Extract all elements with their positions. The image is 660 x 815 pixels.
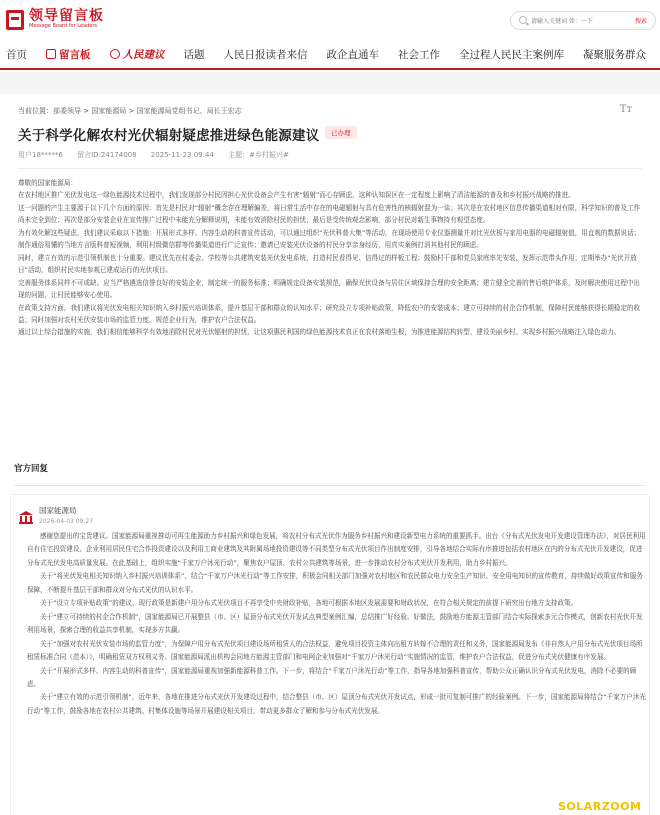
status-badge: 已办理	[325, 126, 357, 139]
logo-mark-icon	[6, 10, 24, 30]
font-size-icon[interactable]: Tт	[619, 104, 632, 115]
message-paragraph: 这一问题的产生主要源于以下几个方面的原因：首先是村民对“辐射”概念存在理解偏差，将日常生活中存在的电磁辐射与具有危害性的核辐射混为一谈；其次是在农村地区信息传播渠道相对有限，科学知识的普及工作尚未完全到位；再次是部分安装企业在宣传推广过程中未能充分解释说明，未能有效消除村民的担忧；最后是受传统观念影响，部分村民对新生事物持有观望态度。	[18, 203, 641, 225]
reply-body	[27, 530, 647, 718]
logo-title: 领导留言板	[29, 8, 104, 24]
reply-paragraph: 关于“将光伏发电相关知识纳入乡村振兴培训体系”，结合“千家万户沐光行动”等工作安排，积极会同相关部门加强对农村地区和农民群众电力安全生产知识、安全用电知识的宣传教育，持续做好政策宣传和服务保障，不断提升基层干部和群众对分布式光伏的认识水平。	[27, 572, 643, 594]
site-header	[0, 0, 660, 38]
nav-item-home[interactable]	[6, 47, 27, 62]
reply-org-name: 国家能源局	[39, 506, 77, 515]
message-title: 关于科学化解农村光伏辐射疑虑推进绿色能源建议	[18, 128, 320, 144]
reply-paragraph: 关于“建立可持续的村企合作机制”，国家能源局已开展整县（市、区）屋顶分布式光伏开发试点典型案例汇编，总结推广好经验、好做法，鼓励地方能源主管部门结合实际探索多元合作模式，创新农村光伏开发利用场景，探索合理的收益共享机制，实现多方共赢。	[27, 612, 643, 635]
search-button[interactable]: 搜索	[634, 18, 647, 25]
reply-paragraph: 关于“设立专项补贴政策”的建议，现行政策是新建户用分布式光伏项目不再享受中央财政补贴，各地可根据本地区发展需要和财政状况，在符合相关规定的前提下研究出台地方支持政策。	[40, 599, 578, 608]
nav-item-label: 政企直通车	[326, 48, 379, 61]
nav-item-democracy-cases[interactable]	[459, 47, 564, 62]
main-nav	[0, 40, 660, 70]
people-suggestions-icon	[110, 49, 120, 59]
message-id: 留言ID:24174008	[77, 151, 137, 159]
message-tag[interactable]: 主题：#乡村振兴#	[228, 151, 289, 159]
logo-text	[29, 9, 104, 30]
reply-paragraph: 关于“开展形式多样、内容生动的科普宣传”，国家能源局重视加强新能源科普工作。下一步，将结合“千家万户沐光行动”等工作，指导各地加强科普宣传，帮助公众正确认识分布式光伏发电，消除不必要的顾虑。	[27, 666, 637, 688]
official-reply-card	[10, 494, 650, 815]
message-paragraph: 完善服务体系同样不可或缺。应当严格遴选信誉良好的安装企业，制定统一的服务标准；明确规定设备安装规范，确保光伏设备与居住区域保持合理的安全距离；建立健全完善的售后维护体系，及时解决使用过程中出现的问题，让村民能够安心使用。	[18, 278, 640, 300]
breadcrumb	[18, 106, 242, 116]
reply-paragraph: 关于“建立有效的示范引领机制”，近年来，各地在推进分布式光伏开发建设过程中，结合整县（市、区）屋顶分布式光伏开发试点，形成一批可复制可推广的经验案例。下一步，国家能源局将结合“千家万户沐光行动”等工作，鼓励各地在农村公共建筑、村集体设施等场景开展建设相关项目，带动更多群众了解和参与分布式光伏发展。	[27, 693, 646, 715]
nav-item-label: 首页	[6, 48, 27, 61]
section-gap	[0, 72, 660, 94]
nav-item-people-suggestions[interactable]	[110, 47, 165, 62]
reply-time: 2026-04-03 09:27	[39, 518, 94, 525]
breadcrumb-path[interactable]: 部委领导 > 国家能源局 > 国家能源局党组书记、局长王宏志	[53, 107, 242, 115]
divider	[18, 168, 642, 169]
message-meta	[18, 150, 301, 160]
message-time: 2025-11-23 09:44	[150, 151, 214, 159]
message-board-icon	[46, 49, 56, 59]
nav-item-topics[interactable]	[184, 47, 205, 62]
logo-subtitle: Message Board for Leaders	[29, 23, 98, 29]
nav-item-label: 话题	[183, 48, 205, 61]
nav-item-label: 全过程人民民主案例库	[459, 48, 564, 61]
official-reply-heading: 官方回复	[14, 464, 49, 474]
message-paragraph: 在政策支持方面，我们建议将光伏发电相关知识纳入乡村振兴培训体系，提升基层干部和群众的认知水平；研究设立专项补贴政策，降低农户的安装成本；建立可持续的村企合作机制，保障村民能够获得长期稳定的收益；同时加强对农村光伏安装市场的监管力度，规范企业行为，维护农户合法权益。	[18, 303, 640, 324]
message-paragraph: 通过以上综合措施的实施，我们相信能够科学有效地消除村民对光伏辐射的担忧，让这项惠民利国的绿色能源技术真正在农村落地生根，为推进能源结构转型、建设美丽乡村、实现乡村振兴战略注入绿色动力。	[18, 328, 621, 337]
message-body	[18, 177, 644, 339]
watermark: SOLARZOOM	[558, 800, 642, 813]
search-input[interactable]	[531, 15, 623, 27]
reply-paragraph: 感谢您提出的宝贵建议。国家能源局重视推动可再生能源助力乡村振兴和绿色发展，将农村分布式光伏作为服务乡村振兴和建设新型电力系统的重要抓手。出台《分布式光伏发电开发建设管理办法》，对居民利用自有住宅投资建设、企业利用居民住宅合作投资建设以及利用工商业建筑及其附属场地投资建设等不同类型分布式光伏项目作出制度安排，引导各地结合实际有序推进包括农村地区在内的分布式光伏开发建设，促进分布式光伏发电高质量发展。在此基础上，组织实施“千家万户沐光行动”，聚焦农户屋顶、农村公共建筑等场景，进一步推动农村分布式光伏开发利用，助力乡村振兴。	[27, 532, 646, 567]
message-paragraph: 在农村地区推广光伏发电这一绿色能源技术过程中，我们发现部分村民因担心光伏设备会产生有害“辐射”而心存顾虑，这种认知误区在一定程度上影响了清洁能源的普及和乡村振兴战略的推进。	[18, 191, 575, 200]
nav-item-label: 凝聚服务群众	[583, 48, 646, 61]
nav-item-label: 人民建议	[122, 48, 165, 61]
government-building-icon	[19, 511, 33, 523]
message-user: 用户18*****6	[18, 151, 63, 159]
nav-item-label: 留言板	[59, 48, 91, 61]
message-paragraph: 同时，建立有效的示范引领机制也十分重要。建议优先在村委会、学校等公共建筑安装光伏发电系统，打造村民看得见、信得过的样板工程；鼓励村干部和党员家庭率先安装，发挥示范带头作用；定期举办“光伏开放日”活动，组织村民实地参观已建成运行的光伏项目。	[18, 253, 637, 275]
breadcrumb-prefix: 当前位置：	[18, 107, 53, 115]
message-paragraph: 尊敬的国家能源局：	[18, 179, 77, 187]
message-paragraph: 为有效化解这些疑虑，我们建议采取以下措施：开展形式多样、内容生动的科普宣传活动，可以通过组织“光伏科普大集”等活动，在现场使用专业仪器测量并对比光伏板与家用电器的电磁辐射值，用直观的数据说话；制作通俗易懂的当地方言版科普短视频，利用村级微信群等传播渠道进行广泛宣传；邀请已安装光伏设备的村民分享亲身经历，用真实案例打消其他村民的顾虑。	[18, 228, 641, 250]
site-logo[interactable]	[6, 9, 104, 30]
nav-item-message-board[interactable]	[46, 47, 91, 62]
search-icon	[519, 16, 527, 24]
reply-paragraph: 关于“加强对农村光伏安装市场的监管力度”，为保障户用分布式光伏项目建设场所租赁人的合法权益，避免项目投资主体向出租方转嫁不合理的责任和义务，国家能源局发布《非自然人户用分布式光伏项目场所租赁标准合同（范本）》，明确租赁双方权利义务。国家能源局派出机构会同地方能源主管部门和电网企业加强对“千家万户沐光行动”实施情况的监管，维护农户合法权益，促进分布式光伏健康有序发展。	[27, 639, 643, 662]
nav-item-readers-letters[interactable]	[224, 47, 308, 62]
divider	[14, 485, 646, 486]
nav-item-label: 社会工作	[398, 48, 440, 61]
search-box	[510, 11, 656, 30]
nav-item-social-work[interactable]	[398, 47, 440, 62]
nav-item-label: 人民日报读者来信	[223, 48, 308, 61]
nav-item-enterprise-express[interactable]	[327, 47, 380, 62]
nav-item-serve-masses[interactable]	[583, 47, 646, 62]
